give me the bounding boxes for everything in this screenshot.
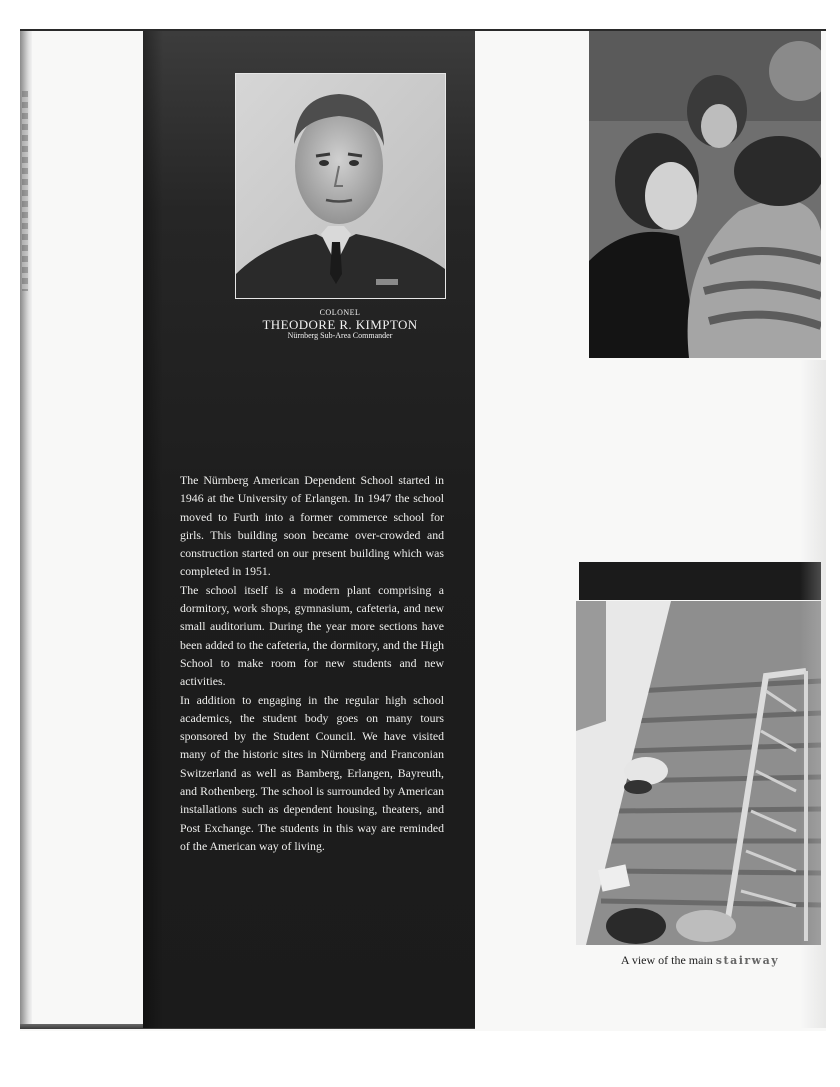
body-paragraph: The Nürnberg American Dependent School started in 1946 at the University of Erlangen. In 1947 the school moved to Furth into a former commerce school for girls. This building soon became over-crowded and construction started on our present building which was completed in 1951.: [180, 473, 444, 579]
portrait-image: [236, 74, 445, 298]
caption-emphasis: stairway: [715, 954, 780, 967]
portrait-title: Nürnberg Sub-Area Commander: [287, 331, 393, 340]
stairway-photo: [576, 601, 821, 945]
portrait-name: THEODORE R. KIMPTON: [262, 317, 418, 332]
caption-prefix: A view of the main: [620, 953, 713, 967]
school-history-text: [180, 471, 444, 855]
stairway-image: [576, 601, 821, 945]
page-binding-edge: [20, 31, 32, 1029]
stairway-photo-caption: [580, 953, 820, 968]
stairway-photo-top-band: [579, 562, 821, 600]
portrait-rank: COLONEL: [319, 308, 361, 317]
body-paragraph: In addition to engaging in the regular high school academics, the student body goes on many tours sponsored by the Student Council. We have visited many of the historic sites in Nürnberg and Franconian Switzerland as well as Bamberg, Erlangen, Bayreuth, and Rothenberg. The school is surrounded by American installations such as dependent housing, theaters, and Post Exchange. The students in this way are reminded of the American way of living.: [180, 692, 444, 853]
page-right-edge-shading: [800, 360, 826, 1028]
colonel-portrait-photo: [235, 73, 446, 299]
portrait-caption: [203, 308, 477, 341]
dark-text-panel: [143, 31, 475, 1028]
body-paragraph: The school itself is a modern plant comprising a dormitory, work shops, gymnasium, cafeteria, and new small auditorium. During the year more sections have been added to the cafeteria, the dormitory, and the High School to make room for new students and new activities.: [180, 582, 444, 689]
audience-photo: [589, 31, 821, 358]
audience-image: [589, 31, 821, 358]
